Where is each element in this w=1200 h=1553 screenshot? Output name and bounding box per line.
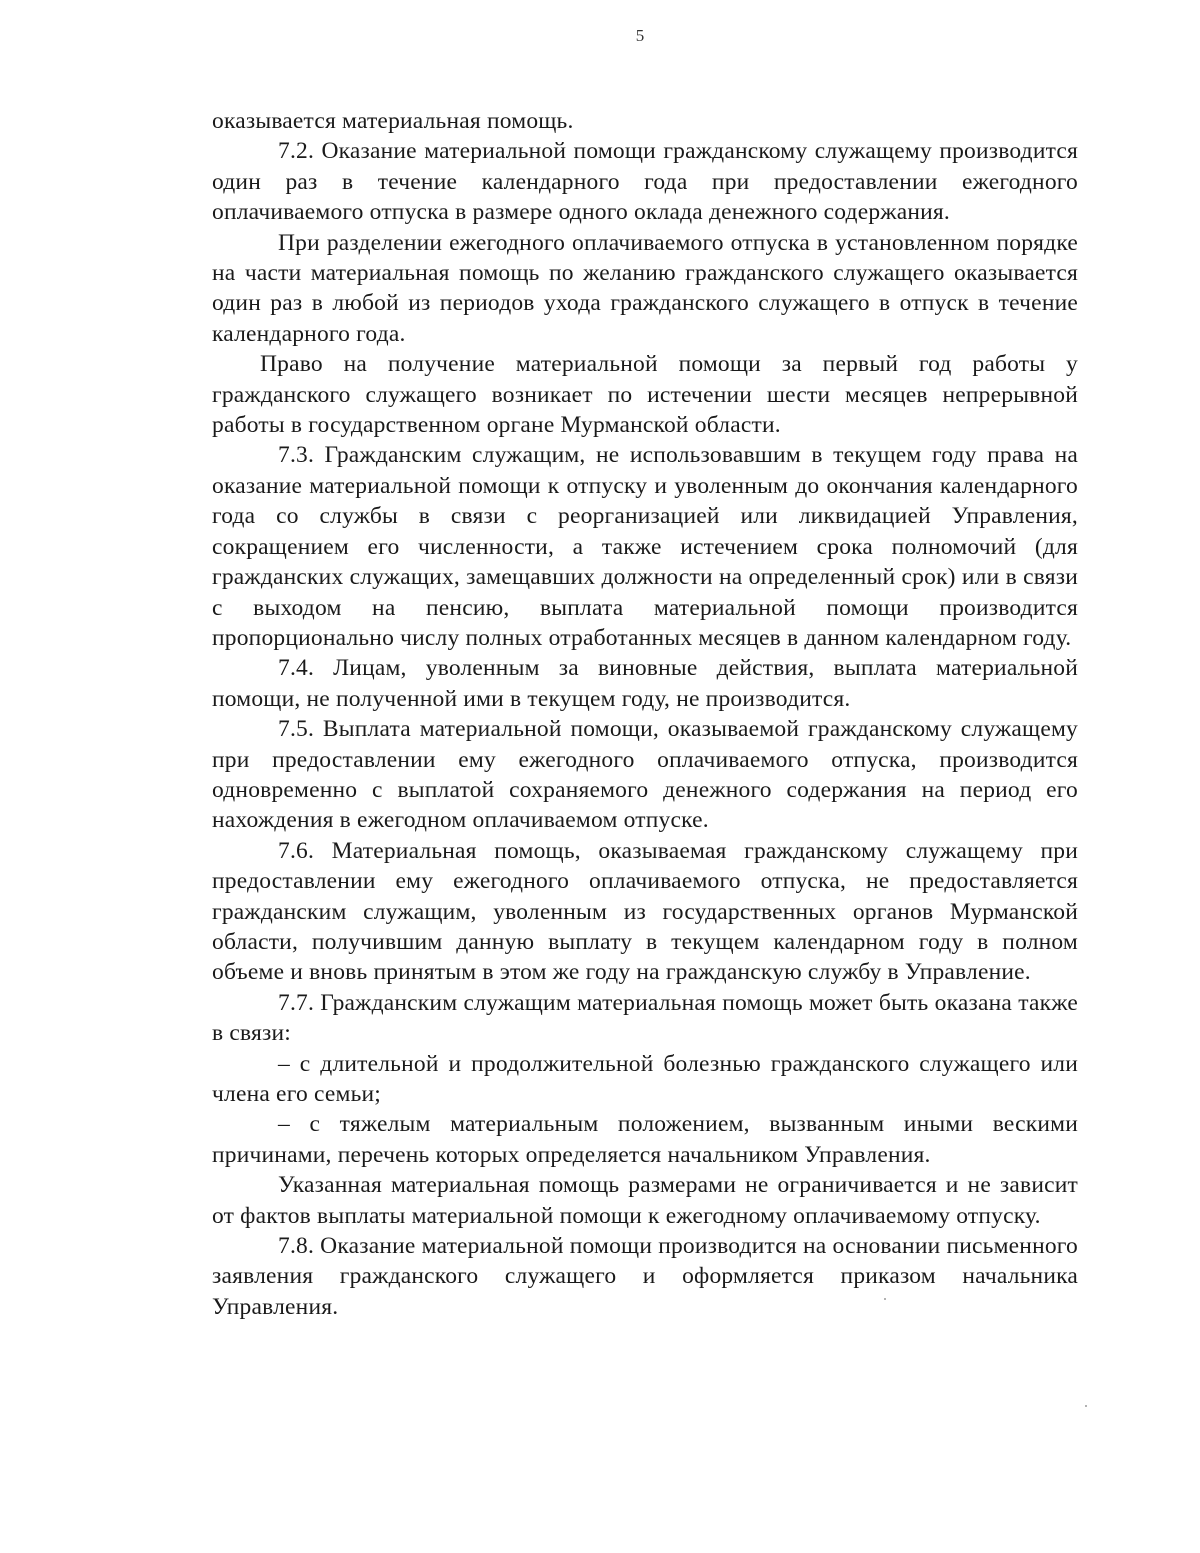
paragraph-7-5: 7.5. Выплата материальной помощи, оказываемой гражданскому служащему при предоставлении ему ежегодного оплачиваемого отпуска, производится одновременно с выплатой сохраняемого денежного содержания на период его нахождения в ежегодном оплачиваемом отпуске. bbox=[212, 716, 1078, 834]
paragraph-vacation-division: При разделении ежегодного оплачиваемого отпуска в установленном порядке на части материальная помощь по желанию гражданского служащего оказывается один раз в любой из периодов ухода гражданского служащего в отпуск в течение календарного года. bbox=[212, 229, 1078, 347]
paragraph-7-4: 7.4. Лицам, уволенным за виновные действия, выплата материальной помощи, не полученной ими в текущем году, не производится. bbox=[212, 655, 1078, 712]
paragraph-7-7: 7.7. Гражданским служащим материальная помощь может быть оказана также в связи: bbox=[212, 989, 1078, 1047]
paragraph-first-year-right: Право на получение материальной помощи за первый год работы у гражданского служащего возникает по истечении шести месяцев непрерывной работы в государственном органе Мурманской области. bbox=[212, 351, 1078, 439]
paragraph-unlimited-amount: Указанная материальная помощь размерами не ограничивается и не зависит от фактов выплаты материальной помощи к ежегодному оплачиваемому отпуску. bbox=[212, 1172, 1078, 1229]
paragraph-7-3: 7.3. Гражданским служащим, не использовавшим в текущем году права на оказание материальной помощи к отпуску и уволенным до окончания календарного года со службы в связи с реорганизацией или ликвидацией Управления, сокращением его численности, а также истечением срока полномочий (для гражданских служащих, замещавших должности на определенный срок) или в связи с выходом на пенсию, выплата материальной помощи производится пропорционально числу полных отработанных месяцев в данном календарном году. bbox=[212, 442, 1078, 651]
paragraph-7-2: 7.2. Оказание материальной помощи гражданскому служащему производится один раз в течение календарного года при предоставлении ежегодного оплачиваемого отпуска в размере одного оклада денежного содержания. bbox=[212, 138, 1078, 226]
page-number: 5 bbox=[635, 26, 645, 45]
paragraph-7-6: 7.6. Материальная помощь, оказываемая гражданскому служащему при предоставлении ему ежегодного оплачиваемого отпуска, не предоставляется гражданским служащим, уволенным из государственных органов Мурманской области, получившим данную выплату в текущем календарном году в полном объеме и вновь принятым в этом же году на гражданскую службу в Управление. bbox=[212, 837, 1078, 986]
list-item-illness: – с длительной и продолжительной болезнью гражданского служащего или члена его семьи; bbox=[212, 1050, 1078, 1107]
scan-speck bbox=[884, 1298, 886, 1300]
scan-speck bbox=[1085, 1405, 1087, 1407]
paragraph-continuation: оказывается материальная помощь. bbox=[212, 108, 574, 134]
document-body bbox=[212, 106, 1078, 1322]
list-item-hardship: – с тяжелым материальным положением, вызванным иными вескими причинами, перечень которых определяется начальником Управления. bbox=[212, 1111, 1078, 1168]
paragraph-7-8: 7.8. Оказание материальной помощи производится на основании письменного заявления гражданского служащего и оформляется приказом начальника Управления. bbox=[212, 1233, 1078, 1320]
